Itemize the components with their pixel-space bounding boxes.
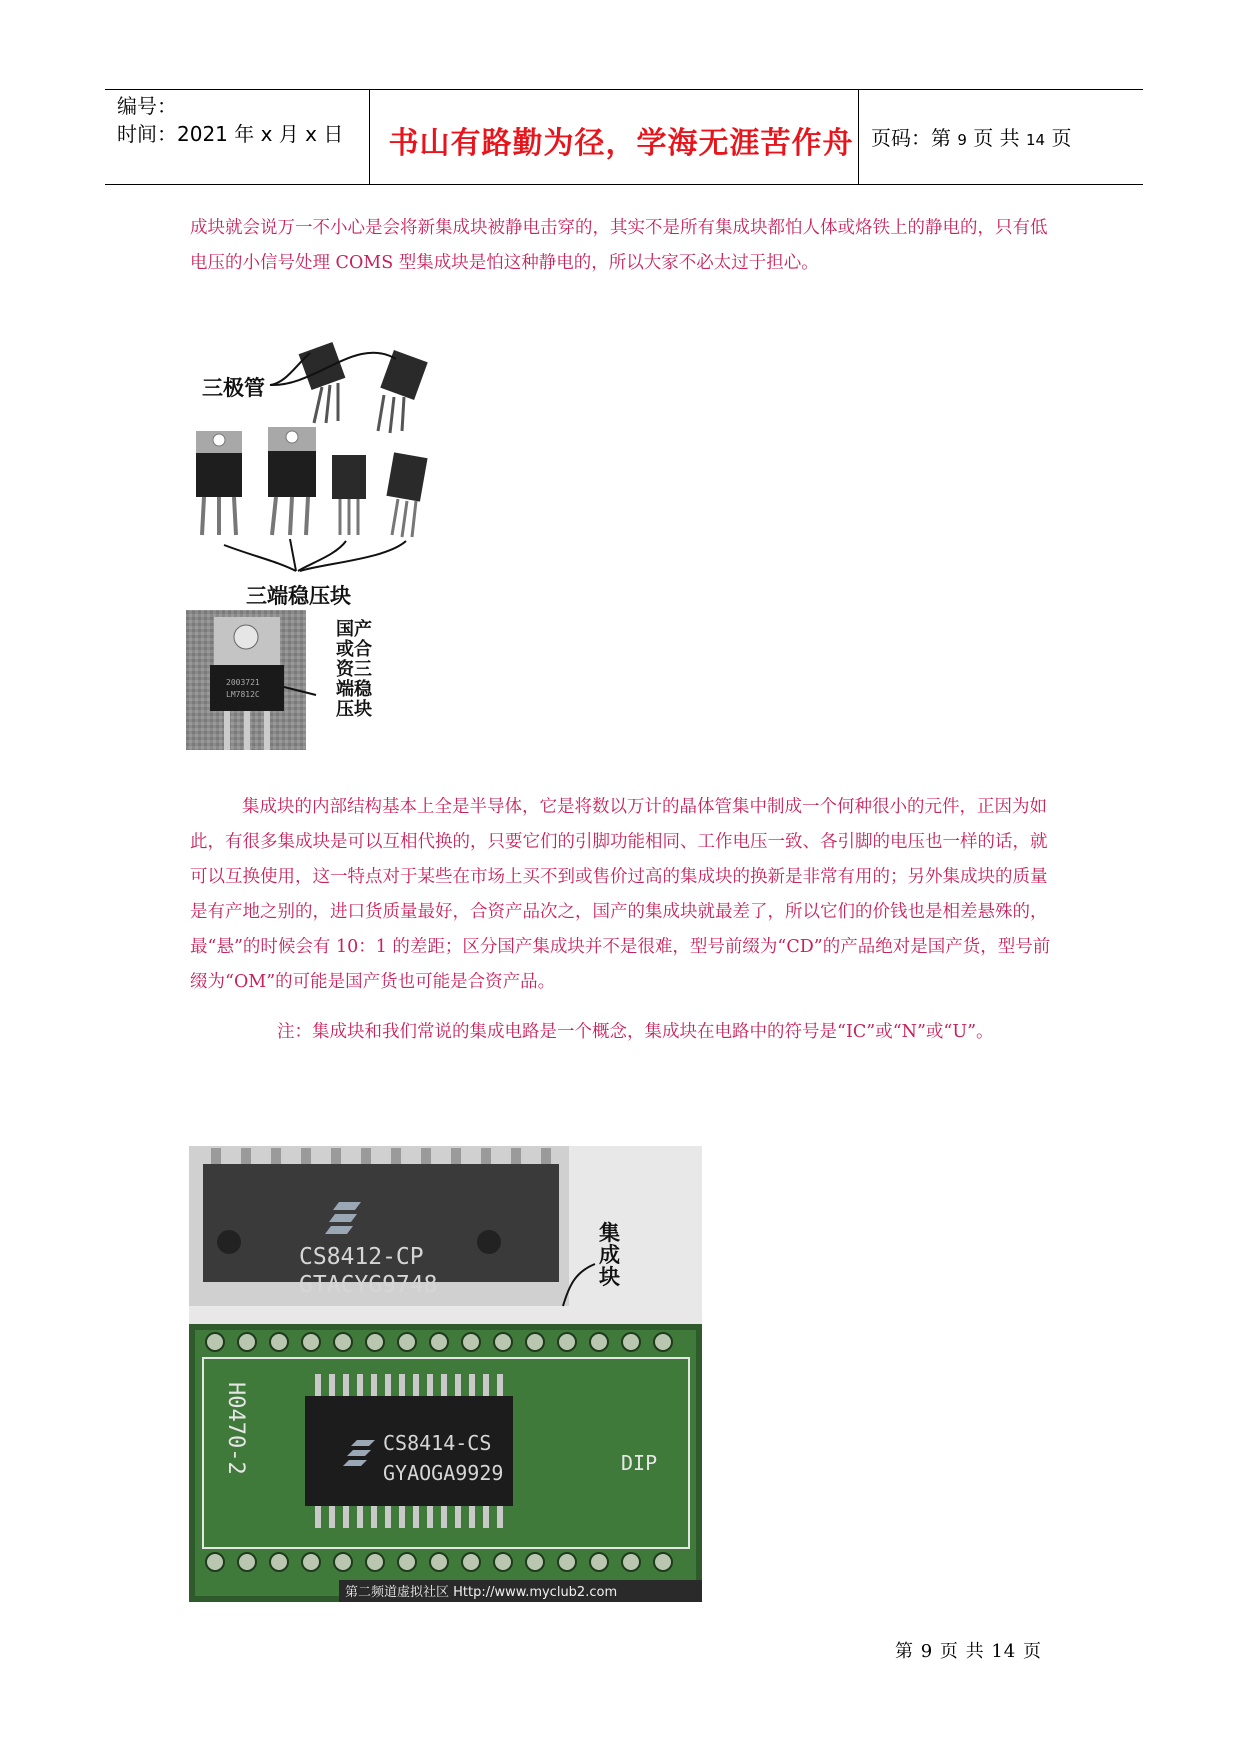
page-prefix: 页码：第 bbox=[871, 126, 951, 150]
figure-ic-image bbox=[189, 1146, 702, 1602]
paragraph-static-warning: 成块就会说万一不小心是会将新集成块被静电击穿的，其实不是所有集成块都怕人体或烙铁上的静电的，只有低电压的小信号处理 COMS 型集成块是怕这种静电的，所以大家不必太过于担心。 bbox=[190, 218, 1048, 273]
domestic-regulator-photo bbox=[186, 610, 316, 750]
time-label: 时间：2021 年 x 月 x 日 bbox=[117, 122, 344, 146]
figure-transistors-image bbox=[186, 335, 448, 750]
chip-bottom-line1: CS8414-CS bbox=[383, 1431, 492, 1455]
page-mid: 页 共 bbox=[973, 126, 1020, 150]
regulator-1 bbox=[196, 431, 242, 535]
svg-text:LM7812C: LM7812C bbox=[226, 690, 260, 699]
label-ic bbox=[599, 1221, 620, 1289]
header-page-info bbox=[871, 122, 1071, 151]
chip-top-line1: CS8412-CP bbox=[299, 1244, 424, 1270]
svg-text:成: 成 bbox=[599, 1243, 620, 1267]
svg-text:资三: 资三 bbox=[336, 659, 372, 680]
header-left bbox=[117, 92, 367, 148]
page-footer: 第 9 页 共 14 页 bbox=[895, 1641, 1042, 1662]
board-code: H0470-2 bbox=[223, 1382, 248, 1475]
watermark: 第二频道虚拟社区 Http://www.myclub2.com bbox=[345, 1585, 618, 1600]
paragraph-ic-note: 注：集成块和我们常说的集成电路是一个概念，集成块在电路中的符号是“IC”或“N”或“U”。 bbox=[277, 1022, 994, 1042]
svg-text:或合: 或合 bbox=[336, 639, 372, 660]
regulator-2 bbox=[268, 427, 316, 535]
svg-text:块: 块 bbox=[599, 1265, 620, 1289]
label-transistor: 三极管 bbox=[202, 376, 265, 400]
header-motto: 书山有路勤为径，学海无涯苦作舟 bbox=[388, 126, 854, 161]
header-divider-left bbox=[369, 90, 370, 184]
svg-text:2003721: 2003721 bbox=[226, 678, 260, 687]
page-header bbox=[105, 89, 1143, 185]
figure-transistors bbox=[186, 335, 448, 750]
page-total: 14 bbox=[1025, 131, 1046, 149]
svg-text:国产: 国产 bbox=[336, 619, 372, 640]
page-suffix: 页 bbox=[1051, 126, 1072, 150]
chip-bottom-line2: GYAOGA9929 bbox=[383, 1461, 504, 1485]
serial-label: 编号： bbox=[117, 94, 177, 118]
chip-top-line2: GTACYG9748 bbox=[299, 1272, 438, 1298]
paragraph-ic-structure: 集成块的内部结构基本上全是半导体，它是将数以万计的晶体管集中制成一个何种很小的元件，正因为如此，有很多集成块是可以互相代换的，只要它们的引脚功能相同、工作电压一致、各引脚的电压也一样的话，就可以互换使用，这一特点对于某些在市场上买不到或售价过高的集成块的换新是非常有用的；另外集成块的质量是有产地之别的，进口货质量最好，合资产品次之，国产的集成块就最差了，所以它们的价钱也是相差悬殊的，最“悬”的时候会有 10：1 的差距；区分国产集成块并不是很难，型号前缀为“CD”的产品绝对是国产货，型号前缀为“OM”的可能是国产货也可能是合资产品。 bbox=[190, 797, 1051, 992]
label-domestic bbox=[336, 618, 373, 720]
svg-text:集: 集 bbox=[599, 1221, 620, 1245]
svg-text:端稳: 端稳 bbox=[336, 679, 372, 700]
dip-label: DIP bbox=[621, 1451, 658, 1475]
label-regulator: 三端稳压块 bbox=[246, 584, 351, 608]
figure-ic-chips bbox=[189, 1146, 702, 1602]
svg-text:压块: 压块 bbox=[336, 699, 372, 720]
page-number: 9 bbox=[957, 131, 967, 149]
header-divider-right bbox=[858, 90, 859, 184]
